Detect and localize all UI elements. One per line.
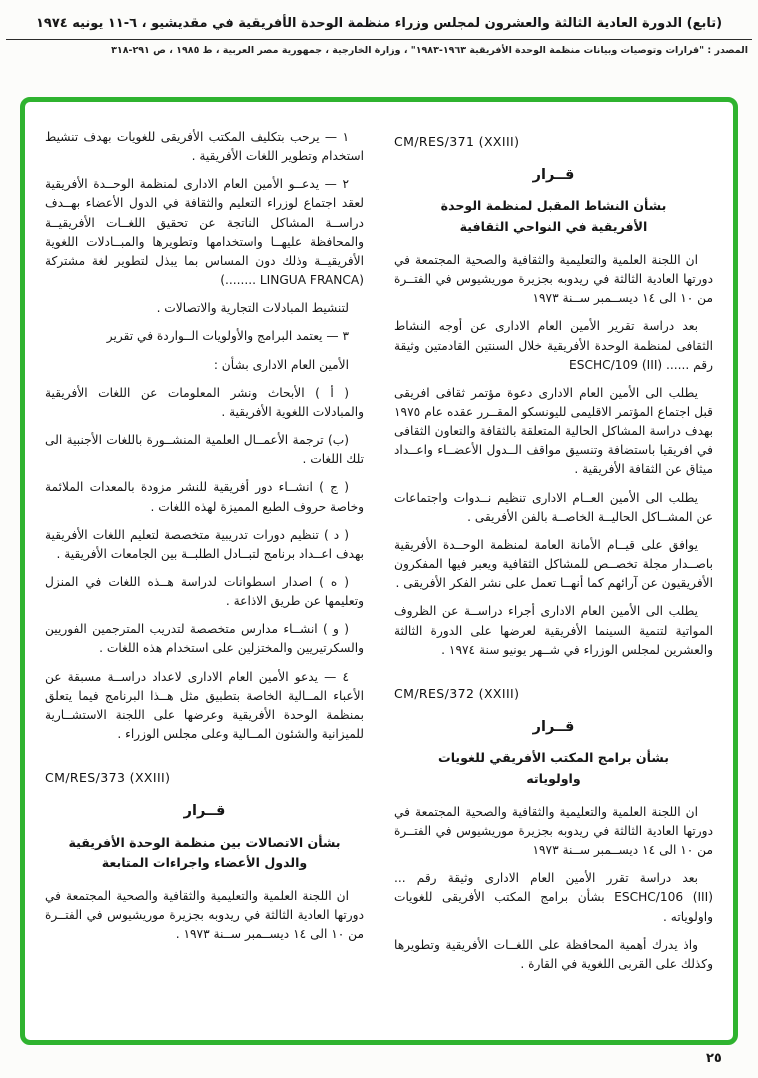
page-number: ٢٥ [706,1051,722,1066]
paragraph: ان اللجنة العلمية والتعليمية والثقافية والصحية المجتمعة في دورتها العادية الثالثة في ريدوبه بجزيرة موريشيوس في الفتــرة من ١٠ الى ١٤ ديســمبر ســنة ١٩٧٣ . [45,889,364,942]
paragraph: ان اللجنة العلمية والتعليمية والثقافية والصحية المجتمعة في دورتها العادية الثالثة في ريدوبه بجزيرة موريشيوس في الفتــرة من ١٠ الى ١٤ ديســمبر ســنة ١٩٧٣ [394,804,713,858]
lettered-item-b: (ب) ترجمة الأعمــال العلمية المنشــورة باللغات الأجنبية الى تلك اللغات . [45,433,364,467]
resolution-ref-373: CM/RES/373 (XXIII) [45,770,171,786]
lettered-item-h: ( ه ) اصدار اسطوانات لدراسة هــذه اللغات في المنزل وتعليمها عن طريق الاذاعة . [45,574,364,609]
paragraph: يطلب الى الأمين العام الادارى دعوة مؤتمر ثقافى افريقى قبل اجتماع المؤتمر الاقليمى لليونسكو المقــرر عقده عام ١٩٧٥ بهدف دراسة المشاكل الحالية المتعلقة بالثقافة والتعاون الثقافى في افريقيا باستضافة وتنسيق مواقف الــدول الأعضــاء واعــداد ميثاق عن الثقافة الأفريقية . [394,385,713,477]
lettered-item-d: ( د ) تنظيم دورات تدريبية متخصصة لتعليم اللغات الأفريقية بهدف اعــداد برنامج لتبــادل الطلبــة بين الجامعات الأفريقية . [45,527,364,561]
green-content-frame [20,97,738,1045]
resolution-subtitle: بشأن النشاط المقبل لمنظمة الوحدة الأفريقية في النواحي الثقافية [440,198,667,235]
page-header: (تابع) الدورة العادية الثالثة والعشرون لمجلس وزراء منظمة الوحدة الأفريقية في مقديشيو ، ٦-١١ يونيه ١٩٧٤ [35,16,723,31]
lettered-item-a: ( أ ) الأبحاث ونشر المعلومات عن اللغات الأفريقية والمبادلات اللغوية الأفريقية . [45,385,364,419]
paragraph: لتنشيط المبادلات التجارية والاتصالات . [156,301,349,316]
resolution-title: قــرار [532,166,575,183]
paragraph: بعد دراسة تقرير الأمين العام الادارى عن أوجه النشاط الثقافى لمنظمة الوحدة الأفريقية خلال السنتين القادمتين وثيقة رقم ...... ESCHC/109 (III) [394,319,713,372]
paragraph: يطلب الى الأمين العام الادارى أجراء دراســة عن الظروف المواتية لتنمية السينما الأفريقية لعرضها على الدورة الثالثة والعشرين لمجلس الوزراء في شــهر يونيو سنة ١٩٧٤ . [394,604,713,657]
resolution-subtitle: بشأن برامج المكتب الأفريقي للغويات واولوياته [438,750,669,787]
lettered-item-w: ( و ) انشــاء مدارس متخصصة لتدريب المترجمين الفوريين والسكرتيريين والمختزلين على استخدام هذه اللغات . [45,622,364,656]
paragraph: يوافق على قيــام الأمانة العامة لمنظمة الوحــدة الأفريقية باصــدار مجلة تخصــص للمشاكل الثقافية ويعبر فيها المفكرون الأفريقيون عن آرائهم كما أنهــا تعمل على نشر الفكر الأفريقى . [394,537,713,591]
lettered-item-j: ( ج ) انشــاء دور أفريقية للنشر مزودة بالمعدات الملائمة وخاصة حروف الطبع المميزة لهذه اللغات . [45,480,364,514]
paragraph: الأمين العام الادارى بشأن : [213,357,349,372]
resolution-ref-371: CM/RES/371 (XXIII) [394,134,520,149]
numbered-item-4: ٤ — يدعو الأمين العام الادارى لاعداد دراســة مسبقة عن الأعباء المــالية الخاصة بتطبيق مثل هــذا البرنامج فيما يتعلق بمنظمة الوحدة الأفريقية وعرضها على اللجنة الاستشــارية للميزانية والشئون المــالية وعلى مجلس الوزراء . [45,669,364,742]
numbered-item-1: ١ — يرحب بتكليف المكتب الأفريقى للغويات بهدف تنشيط استخدام وتطوير اللغات الأفريقية . [45,130,364,164]
source-citation: المصدر : "قرارات وتوصيات وبيانات منظمة الوحدة الأفريقية ١٩٦٣-١٩٨٣" ، وزارة الخارجية ، جمهورية مصر العربية ، ط ١٩٨٥ ، ص ٢٩١-٣١٨ [111,45,748,56]
paragraph: واذ يدرك أهمية المحافظة على اللغــات الأفريقية وتطويرها وكذلك على القربى اللغوية في القارة . [394,937,713,971]
paragraph: يطلب الى الأمين العــام الادارى تنظيم نــدوات واجتماعات عن المشــاكل الحاليــة الخاصــة بالفن الأفريقى . [394,490,713,524]
two-column-layout [45,128,713,1024]
paragraph: ان اللجنة العلمية والتعليمية والثقافية والصحية المجتمعة في دورتها العادية الثالثة في ريدوبه بجزيرة موريشيوس في الفتــرة من ١٠ الى ١٤ ديســمبر ســنة ١٩٧٣ [394,252,713,306]
resolution-subtitle: بشأن الاتصالات بين منظمة الوحدة الأفريقية والدول الأعضاء واجراءات المتابعة [68,834,341,871]
resolution-title: قــرار [532,718,575,735]
resolution-ref-372: CM/RES/372 (XXIII) [394,685,520,701]
column-right [394,128,713,1024]
column-left [45,128,364,1024]
numbered-item-3: ٣ — يعتمد البرامج والأولويات الــواردة في تقرير [106,329,349,344]
resolution-title: قــرار [183,802,226,819]
numbered-item-2: ٢ — يدعــو الأمين العام الادارى لمنظمة الوحــدة الأفريقية لعقد اجتماع لوزراء التعليم والثقافة في الدول الأعضاء بهــدف دراســة المشاكل الناتجة عن تحقيق اللغــات الأفريقيــة والمحافظة عليهــا واستخدامها وتطويرها والمبــادلات اللغوية الأفريقيــة وذلك دون المساس بما يبذل لتطوير لغة مشتركة (LINGUA FRANCA ........) [45,177,364,288]
paragraph: بعد دراسة تقرر الأمين العام الادارى وثيقة رقم ... ESCHC/106 (III) بشأن برامج المكتب الأفريقى للغويات واولوياته . [394,871,713,924]
